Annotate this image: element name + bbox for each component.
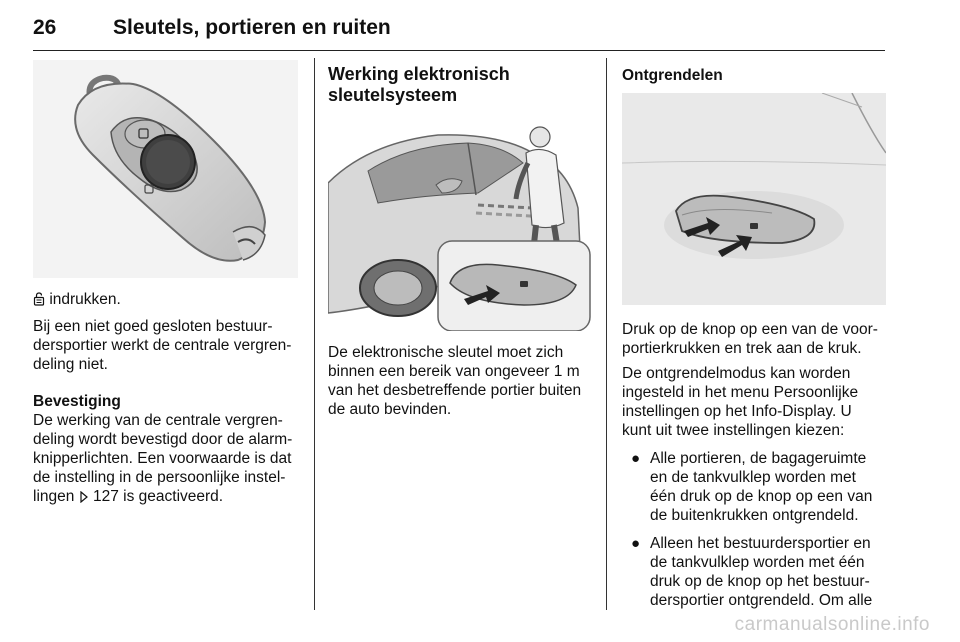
page-reference-link[interactable]: 127 is geactiveerd. bbox=[93, 488, 224, 505]
text-line: De werking van de centrale vergren- bbox=[33, 412, 283, 429]
text-line: lingen bbox=[33, 488, 75, 505]
text-line: de auto bevinden. bbox=[328, 401, 452, 418]
subheading-bevestiging: Bevestiging bbox=[33, 393, 121, 410]
text-line: kunt uit twee instellingen kiezen: bbox=[622, 422, 845, 439]
text-line: de instelling in de persoonlijke instel- bbox=[33, 469, 286, 486]
paragraph-electronic-key bbox=[328, 343, 596, 419]
bullet: ● bbox=[631, 450, 641, 467]
text-line: Druk op de knop op een van de voor- bbox=[622, 321, 878, 338]
bullet: ● bbox=[631, 535, 641, 552]
column-divider-1 bbox=[314, 58, 315, 610]
paragraph-confirmation bbox=[33, 411, 305, 508]
column-1 bbox=[33, 290, 305, 508]
subheading-ontgrendelen: Ontgrendelen bbox=[622, 67, 723, 84]
text-line: dersportier ontgrendeld. Om alle bbox=[650, 592, 873, 609]
heading-line: sleutelsysteem bbox=[328, 85, 458, 105]
key-fob-illustration bbox=[33, 60, 298, 278]
text-line: Alle portieren, de bagageruimte bbox=[650, 450, 867, 467]
text-line: ingesteld in het menu Persoonlijke bbox=[622, 384, 859, 401]
column-2-body bbox=[328, 343, 596, 419]
column-3-heading bbox=[622, 66, 887, 85]
text-line: knipperlichten. Een voorwaarde is dat bbox=[33, 450, 292, 467]
page-header bbox=[33, 6, 885, 51]
press-text: indrukken. bbox=[49, 291, 121, 308]
section-heading bbox=[328, 64, 596, 106]
page-title: Sleutels, portieren en ruiten bbox=[113, 16, 391, 39]
heading-line: Werking elektronisch bbox=[328, 64, 510, 84]
unlock-options-list bbox=[622, 449, 892, 610]
text-line: portierkrukken en trek aan de kruk. bbox=[622, 340, 862, 357]
door-handle-illustration bbox=[622, 93, 886, 305]
text-line: Bij een niet goed gesloten bestuur- bbox=[33, 318, 273, 335]
text-line: instellingen op het Info-Display. U bbox=[622, 403, 852, 420]
unlock-icon bbox=[33, 292, 45, 311]
list-item bbox=[622, 534, 892, 610]
column-3-body bbox=[622, 320, 892, 619]
text-line: De elektronische sleutel moet zich bbox=[328, 344, 564, 361]
text-line: Alleen het bestuurdersportier en bbox=[650, 535, 871, 552]
text-line: binnen een bereik van ongeveer 1 m bbox=[328, 363, 580, 380]
paragraph-press-button bbox=[622, 320, 892, 358]
text-line: één druk op de knop op een van bbox=[650, 488, 873, 505]
text-line: deling niet. bbox=[33, 356, 108, 373]
watermark: carmanualsonline.info bbox=[734, 614, 930, 635]
paragraph-unlock-mode bbox=[622, 364, 892, 440]
text-line: De ontgrendelmodus kan worden bbox=[622, 365, 851, 382]
column-divider-2 bbox=[606, 58, 607, 610]
page-reference-icon bbox=[79, 489, 89, 508]
page-number: 26 bbox=[33, 16, 57, 39]
text-line: dersportier werkt de centrale vergren- bbox=[33, 337, 292, 354]
text-line: druk op de knop op het bestuur- bbox=[650, 573, 870, 590]
text-line: de tankvulklep worden met één bbox=[650, 554, 865, 571]
text-line: deling wordt bevestigd door de alarm- bbox=[33, 431, 293, 448]
text-line: de buitenkrukken ontgrendeld. bbox=[650, 507, 859, 524]
press-instruction bbox=[33, 290, 305, 311]
paragraph-door-not-closed bbox=[33, 317, 305, 374]
car-keyless-illustration bbox=[328, 113, 592, 331]
column-2 bbox=[328, 64, 596, 106]
list-item bbox=[622, 449, 892, 525]
text-line: en de tankvulklep worden met bbox=[650, 469, 856, 486]
text-line: van het desbetreffende portier buiten bbox=[328, 382, 582, 399]
